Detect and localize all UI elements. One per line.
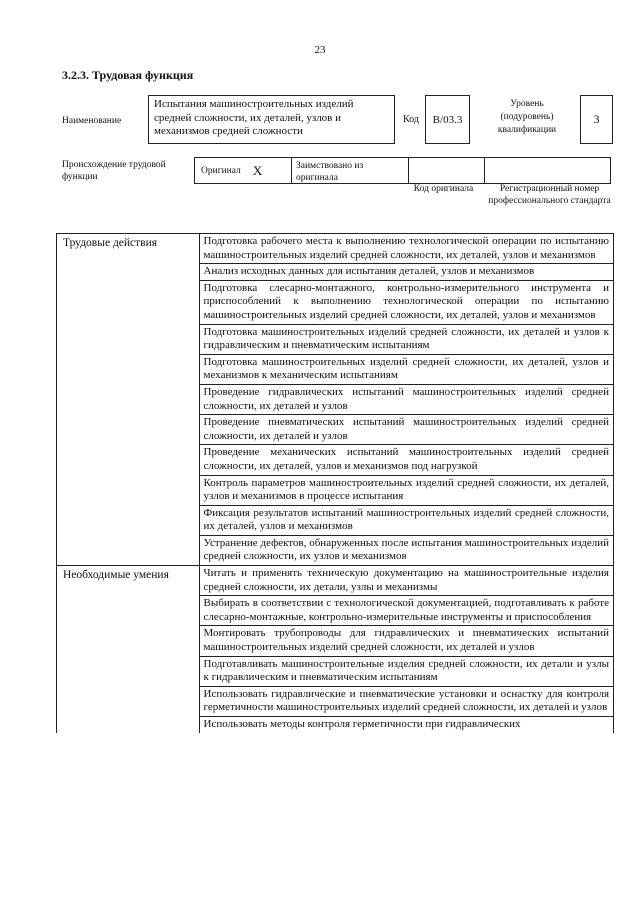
skill-item: Подготавливать машиностроительные изделия средней сложности, их детали и узлы к гидравлическим и пневматическим испытаниям: [200, 656, 613, 686]
qualification-level: 3: [580, 95, 613, 144]
labor-action-item: Подготовка машиностроительных изделий средней сложности, их деталей и узлов к гидравлическим и пневматическим испытаниям: [200, 324, 613, 354]
labor-action-item: Проведение механических испытаний машиностроительных изделий средней сложности, их деталей, узлов и механизмов под нагрузкой: [200, 444, 613, 474]
required-skills-list: [199, 565, 614, 733]
origin-row: [195, 157, 613, 184]
labor-action-item: Проведение пневматических испытаний машиностроительных изделий средней сложности, их деталей и узлов: [200, 414, 613, 444]
registration-number-cell: [484, 157, 611, 184]
function-code: B/03.3: [425, 95, 470, 144]
level-label: Уровень (подуровень) квалификации: [497, 99, 557, 135]
skill-item: Использовать методы контроля герметичности при гидравлических: [200, 716, 613, 733]
code-label: Код: [403, 114, 419, 125]
caption-registration-number: Регистрационный номер профессионального стандарта: [488, 184, 611, 206]
labor-actions-group: [56, 233, 614, 565]
original-mark: X: [252, 162, 263, 178]
skill-item: Выбирать в соответствии с технологической документацией, подготавливать к работе слесарно-монтажные, контрольно-измерительные инструменты и приспособления: [200, 595, 613, 625]
caption-original-code: Код оригинала: [413, 184, 474, 194]
labor-action-item: Подготовка слесарно-монтажного, контрольно-измерительного инструмента и приспособлений к выполнению технологической операции по испытанию машиностроительных изделий средней сложности, их деталей, узлов и механизмов: [200, 280, 613, 324]
function-name: Испытания машиностроительных изделий средней сложности, их деталей, узлов и механизмов средней сложности: [148, 95, 395, 144]
borrowed-label: Заимствовано из оригинала: [291, 157, 409, 184]
page-number: 23: [314, 44, 326, 56]
labor-action-item: Подготовка машиностроительных изделий средней сложности, их деталей, узлов и механизмов к механическим испытаниям: [200, 354, 613, 384]
labor-action-item: Проведение гидравлических испытаний машиностроительных изделий средней сложности, их деталей и узлов: [200, 384, 613, 414]
labor-actions-list: [199, 233, 614, 565]
section-title: 3.2.3. Трудовая функция: [62, 68, 194, 82]
original-label: Оригинал: [201, 165, 241, 176]
skill-item: Использовать гидравлические и пневматические установки и оснастку для контроля герметичности машиностроительных изделий средней сложности, их деталей и узлов: [200, 686, 613, 716]
skill-item: Читать и применять техническую документацию на машиностроительные изделия средней сложности, их детали, узлы и механизмы: [200, 565, 613, 595]
function-table: [56, 233, 614, 733]
original-code-cell: [408, 157, 485, 184]
labor-action-item: Анализ исходных данных для испытания деталей, узлов и механизмов: [200, 263, 613, 280]
required-skills-label: Необходимые умения: [56, 565, 199, 733]
labor-action-item: Контроль параметров машиностроительных изделий средней сложности, их деталей, узлов и механизмов в процессе испытания: [200, 475, 613, 505]
original-cell: [194, 157, 292, 184]
labor-action-item: Подготовка рабочего места к выполнению технологической операции по испытанию машиностроительных изделий средней сложности, их деталей, узлов и механизмов: [200, 233, 613, 263]
labor-actions-label: Трудовые действия: [56, 233, 199, 565]
skill-item: Монтировать трубопроводы для гидравлических и пневматических испытаний машиностроительных изделий средней сложности, их деталей и узлов: [200, 625, 613, 655]
labor-action-item: Фиксация результатов испытаний машиностроительных изделий средней сложности, их деталей, узлов и механизмов: [200, 505, 613, 535]
origin-label: Происхождение трудовой функции: [62, 160, 166, 182]
labor-action-item: Устранение дефектов, обнаруженных после испытания машиностроительных изделий средней сложности, их узлов и механизмов: [200, 535, 613, 565]
name-label: Наименование: [62, 116, 122, 126]
required-skills-group: [56, 565, 614, 733]
